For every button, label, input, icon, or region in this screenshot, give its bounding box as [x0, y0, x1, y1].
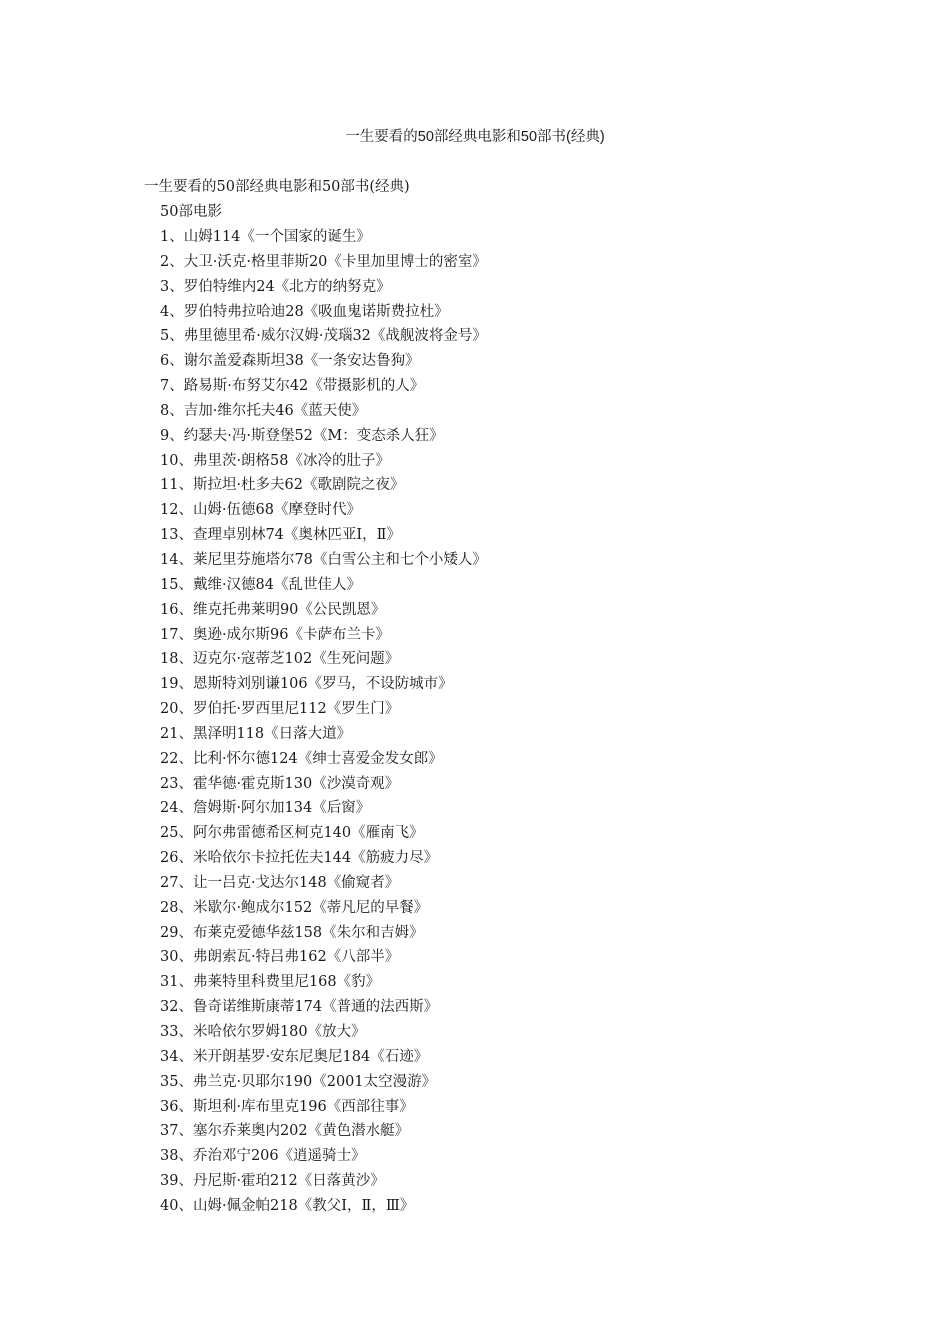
- list-item: 8、吉加·维尔托夫46《蓝天使》: [160, 402, 367, 419]
- list-item: 7、路易斯·布努艾尔42《带摄影机的人》: [160, 378, 425, 395]
- list-item: 26、米哈依尔卡拉托佐夫144《筋疲力尽》: [160, 850, 439, 867]
- list-item: 22、比利·怀尔德124《绅士喜爱金发女郎》: [160, 750, 443, 767]
- list-item: 11、斯拉坦·杜多夫62《歌剧院之夜》: [160, 477, 405, 494]
- list-item: 37、塞尔乔莱奥内202《黄色潜水艇》: [160, 1123, 410, 1140]
- list-item: 27、让一吕克·戈达尔148《偷窥者》: [160, 874, 400, 891]
- list-item: 6、谢尔盖爱森斯坦38《一条安达鲁狗》: [160, 353, 420, 370]
- list-item: 16、维克托弗莱明90《公民凯恩》: [160, 601, 386, 618]
- list-item: 31、弗莱特里科费里尼168《豹》: [160, 974, 381, 991]
- list-item: 24、詹姆斯·阿尔加134《后窗》: [160, 800, 371, 817]
- list-item: 13、查理卓别林74《奥林匹亚Ⅰ，Ⅱ》: [160, 527, 401, 544]
- list-item: 30、弗朗索瓦·特吕弗162《八部半》: [160, 949, 400, 966]
- page-title: 一生要看的50部经典电影和50部书(经典): [345, 129, 605, 145]
- list-item: 36、斯坦利·库布里克196《西部往事》: [160, 1098, 414, 1115]
- section-label-movies: 50部电影: [160, 204, 222, 220]
- list-item: 14、莱尼里芬施塔尔78《白雪公主和七个小矮人》: [160, 551, 487, 568]
- list-item: 2、大卫·沃克·格里菲斯20《卡里加里博士的密室》: [160, 253, 487, 270]
- list-item: 25、阿尔弗雷德希区柯克140《雁南飞》: [160, 825, 424, 842]
- list-item: 23、霍华德·霍克斯130《沙漠奇观》: [160, 775, 400, 792]
- list-item: 15、戴维·汉德84《乱世佳人》: [160, 576, 362, 593]
- list-item: 35、弗兰克·贝耶尔190《2001太空漫游》: [160, 1073, 437, 1090]
- list-item: 1、山姆114《一个国家的诞生》: [160, 229, 371, 245]
- movie-list: [160, 227, 487, 1221]
- list-item: 12、山姆·伍德68《摩登时代》: [160, 502, 362, 519]
- list-item: 38、乔治邓宁206《逍遥骑士》: [160, 1148, 366, 1165]
- list-item: 4、罗伯特弗拉哈迪28《吸血鬼诺斯费拉杜》: [160, 303, 449, 320]
- list-item: 29、布莱克爱德华兹158《朱尔和吉姆》: [160, 924, 424, 941]
- list-item: 10、弗里茨·朗格58《冰冷的肚子》: [160, 452, 391, 469]
- list-item: 34、米开朗基罗·安东尼奥尼184《石迹》: [160, 1048, 429, 1065]
- list-item: 33、米哈依尔罗姆180《放大》: [160, 1024, 366, 1040]
- list-item: 3、罗伯特维内24《北方的纳努克》: [160, 278, 391, 295]
- list-item: 39、丹尼斯·霍珀212《日落黄沙》: [160, 1173, 385, 1190]
- list-item: 20、罗伯托·罗西里尼112《罗生门》: [160, 701, 400, 718]
- list-item: 21、黑泽明118《日落大道》: [160, 725, 352, 742]
- list-item: 40、山姆·佩金帕218《教父Ⅰ，Ⅱ，Ⅲ》: [160, 1197, 415, 1214]
- list-item: 17、奥逊·成尔斯96《卡萨布兰卡》: [160, 626, 391, 643]
- document-heading: 一生要看的50部经典电影和50部书(经典): [144, 179, 410, 195]
- list-item: 5、弗里德里希·威尔汉姆·茂瑙32《战舰波将金号》: [160, 328, 487, 345]
- list-item: 32、鲁奇诺维斯康蒂174《普通的法西斯》: [160, 999, 439, 1016]
- list-item: 19、恩斯特刘别谦106《罗马，不设防城市》: [160, 676, 453, 693]
- list-item: 9、约瑟夫·冯·斯登堡52《M：变态杀人狂》: [160, 427, 444, 444]
- list-item: 28、米歇尔·鲍成尔152《蒂凡尼的早餐》: [160, 899, 429, 916]
- list-item: 18、迈克尔·寇蒂芝102《生死问题》: [160, 651, 400, 668]
